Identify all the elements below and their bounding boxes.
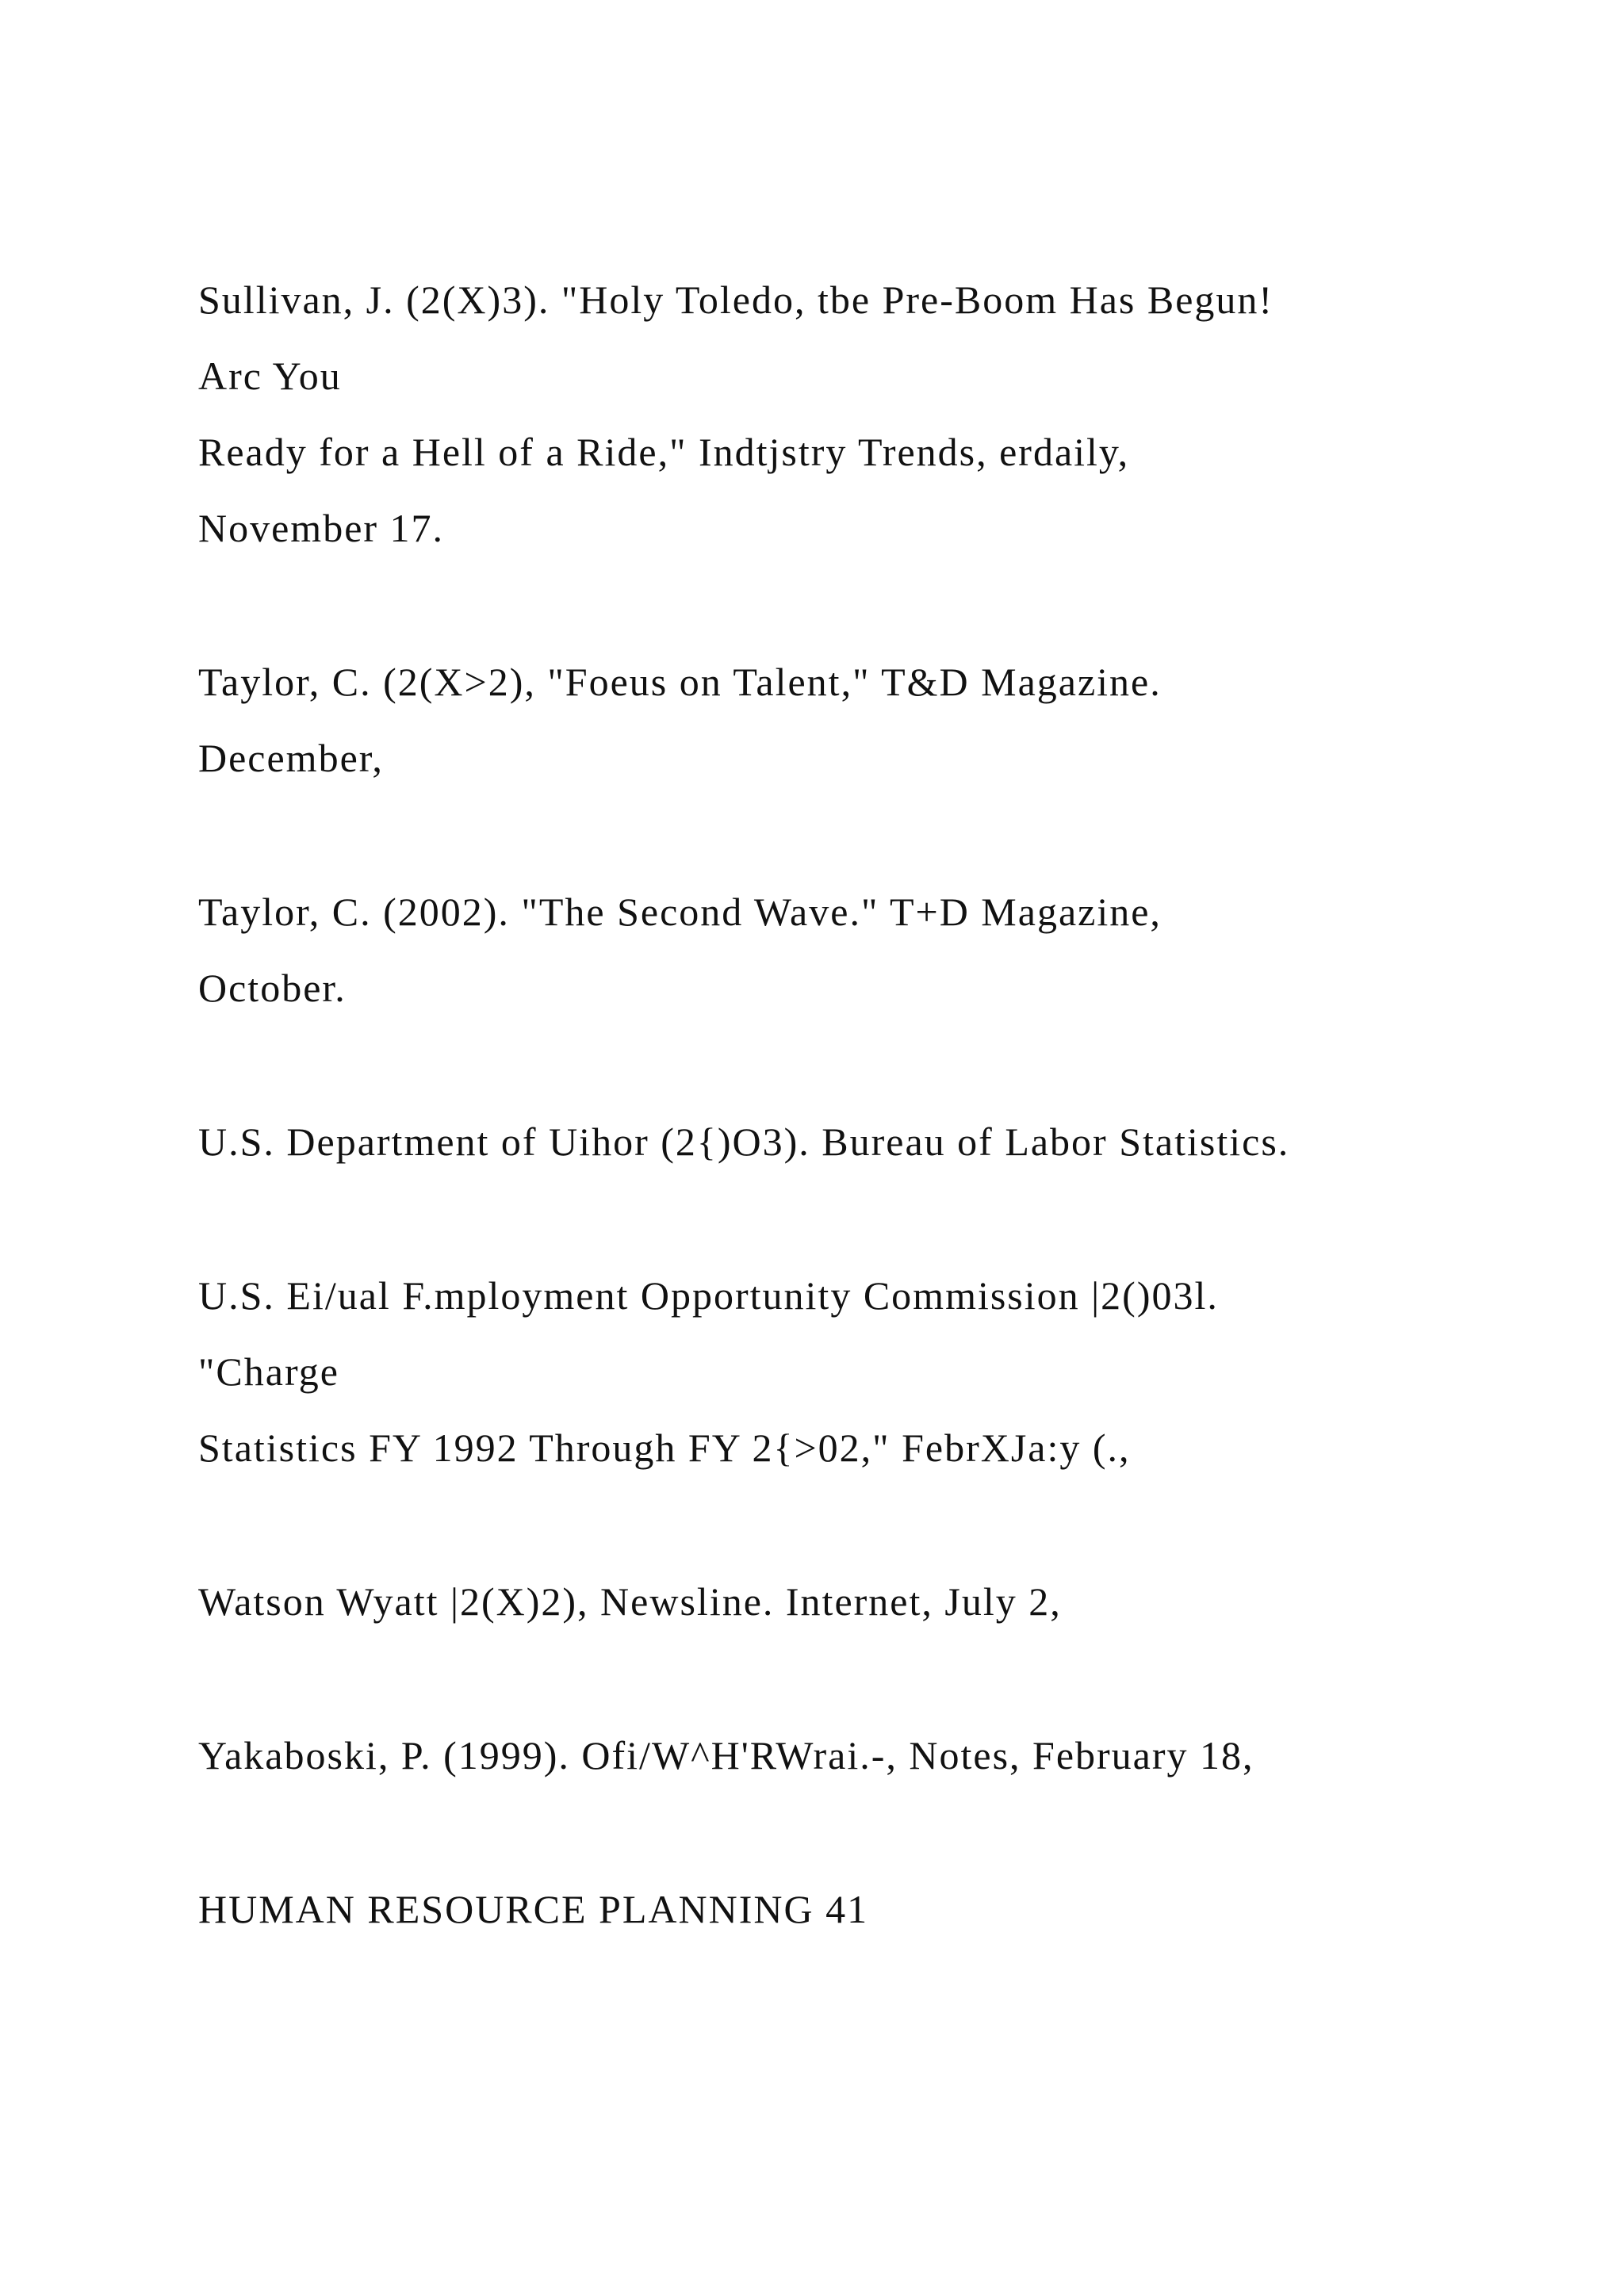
- entry-spacer: [198, 1180, 1546, 1257]
- reference-line: "Charge: [198, 1349, 339, 1394]
- entry-spacer: [198, 796, 1546, 874]
- entry-spacer: [198, 1486, 1546, 1563]
- reference-entry: [198, 1563, 1546, 1640]
- entry-spacer: [198, 1640, 1546, 1717]
- reference-entry: [198, 874, 1546, 1026]
- entry-spacer: [198, 566, 1546, 644]
- reference-line: October.: [198, 966, 347, 1010]
- reference-line: Yakaboski, P. (1999). Ofi/W^H'RWrai.-, Notes, February 18,: [198, 1733, 1254, 1777]
- reference-line: U.S. Ei/ual F.mployment Opportunity Commission |2()03l.: [198, 1273, 1219, 1318]
- reference-line: Watson Wyatt |2(X)2), Newsline. Internet, July 2,: [198, 1579, 1062, 1624]
- reference-line: Ready for a Hell of a Ride," Indtjstry Trends, erdaily,: [198, 430, 1130, 474]
- reference-entry: [198, 1717, 1546, 1793]
- reference-line: Sullivan, J. (2(X)3). "Holy Toledo, tbe Pre-Boom Has Begun!: [198, 277, 1274, 322]
- reference-entry: [198, 262, 1546, 566]
- reference-line: Taylor, C. (2(X>2), "Foeus on Talent," T&D Magazine.: [198, 660, 1162, 704]
- reference-line: Statistics FY 1992 Through FY 2{>02," FebrXJa:y (.,: [198, 1425, 1131, 1470]
- reference-line: Taylor, C. (2002). "The Second Wave." T+D Magazine,: [198, 890, 1162, 934]
- reference-entry: [198, 644, 1546, 796]
- entry-spacer: [198, 1793, 1546, 1871]
- reference-list: [198, 262, 1546, 1947]
- page-footer: HUMAN RESOURCE PLANNING 41: [198, 1887, 869, 1931]
- entry-spacer: [198, 1026, 1546, 1104]
- reference-entry: [198, 1104, 1546, 1180]
- reference-line: December,: [198, 736, 384, 780]
- reference-line: November 17.: [198, 506, 445, 550]
- reference-entry: [198, 1257, 1546, 1486]
- reference-line: Arc You: [198, 354, 342, 398]
- reference-line: U.S. Department of Uihor (2{)O3). Bureau of Labor Statistics.: [198, 1119, 1290, 1164]
